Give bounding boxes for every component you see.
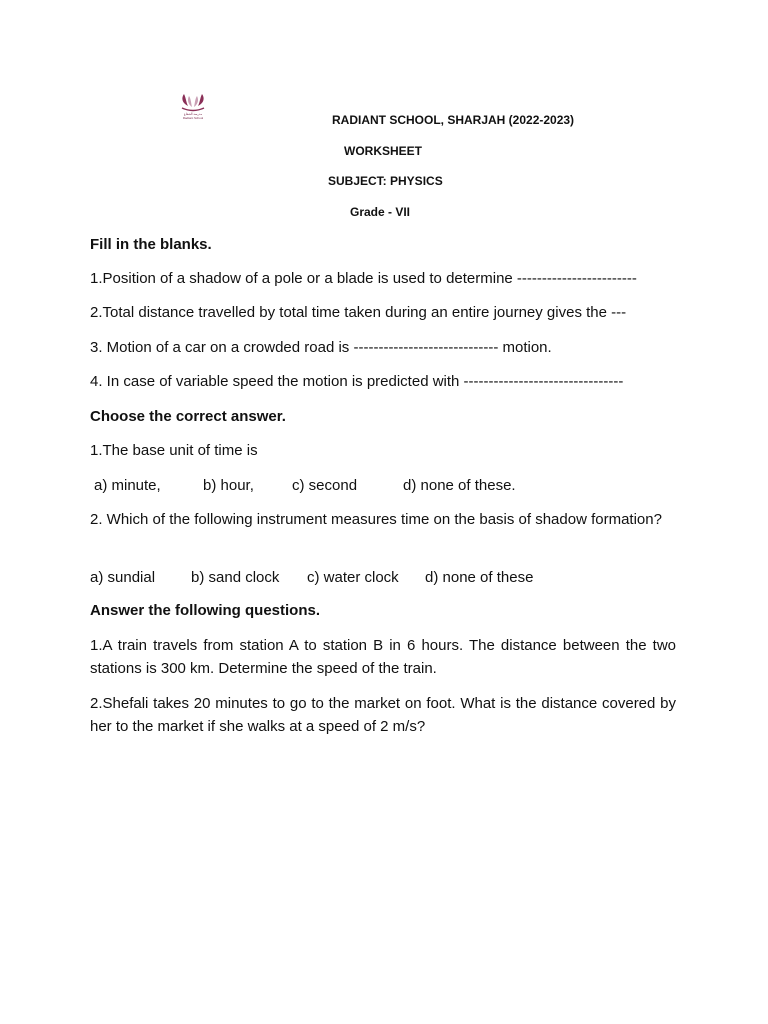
option-b: b) hour, bbox=[203, 477, 254, 494]
option-d: d) none of these bbox=[425, 569, 534, 586]
option-d: d) none of these. bbox=[403, 477, 516, 494]
section-heading-fill-blanks: Fill in the blanks. bbox=[90, 236, 212, 253]
long-answer-question-2: 2.Shefali takes 20 minutes to go to the market on foot. What is the distance covered by her to the market if she walks at a speed of 2 m/s? bbox=[90, 695, 676, 735]
logo-arabic-text: مدرسة الشعاع bbox=[183, 112, 203, 116]
fill-blank-question-4: 4. In case of variable speed the motion is predicted with -------------------------------- bbox=[90, 373, 624, 390]
option-a: a) minute, bbox=[94, 477, 161, 494]
long-answer-question-1: 1.A train travels from station A to station B in 6 hours. The distance between the two stations is 300 km. Determine the speed of the train. bbox=[90, 637, 676, 677]
school-logo bbox=[176, 92, 210, 122]
option-c: c) water clock bbox=[307, 569, 399, 586]
mcq-question-1: 1.The base unit of time is bbox=[90, 442, 258, 459]
worksheet-label: WORKSHEET bbox=[344, 144, 422, 158]
option-a: a) sundial bbox=[90, 569, 156, 586]
option-c: c) second bbox=[292, 477, 358, 494]
section-heading-choose-answer: Choose the correct answer. bbox=[90, 408, 286, 425]
option-b: b) sand clock bbox=[191, 569, 280, 586]
school-title: RADIANT SCHOOL, SHARJAH (2022-2023) bbox=[332, 113, 575, 127]
section-heading-answer-questions: Answer the following questions. bbox=[90, 602, 321, 619]
logo-english-text: Radiant School bbox=[182, 116, 204, 120]
logo-emblem-icon bbox=[176, 92, 210, 114]
fill-blank-question-3: 3. Motion of a car on a crowded road is ----------------------------- motion. bbox=[90, 339, 552, 356]
fill-blank-question-1: 1.Position of a shadow of a pole or a blade is used to determine ------------------------ bbox=[90, 270, 637, 287]
grade-label: Grade - VII bbox=[350, 205, 411, 219]
subject-label: SUBJECT: PHYSICS bbox=[328, 174, 443, 188]
mcq-question-2: 2. Which of the following instrument measures time on the basis of shadow formation? bbox=[90, 511, 662, 528]
fill-blank-question-2: 2.Total distance travelled by total time taken during an entire journey gives the --- bbox=[90, 304, 627, 321]
